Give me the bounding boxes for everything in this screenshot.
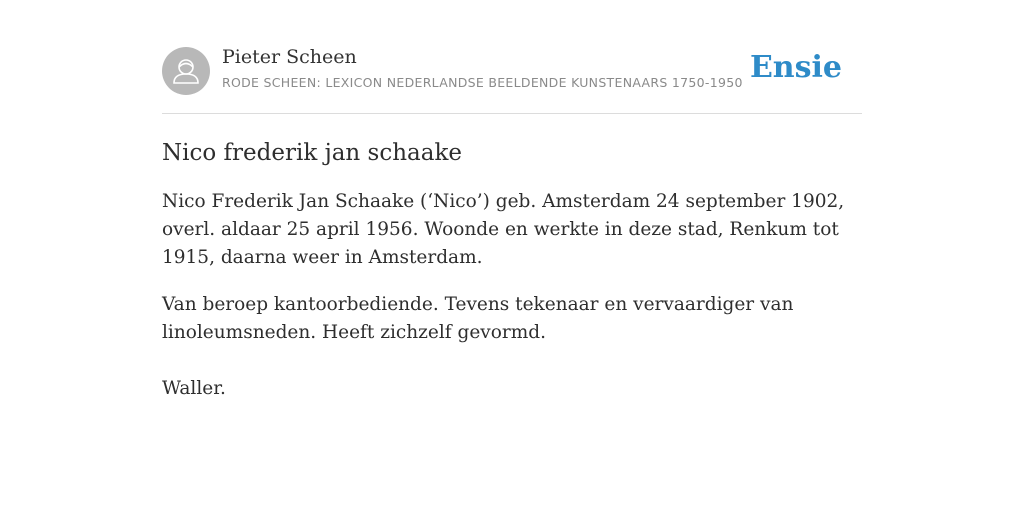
user-avatar-icon[interactable]	[162, 47, 210, 95]
article-title: Nico frederik jan schaake	[162, 140, 463, 166]
source-title[interactable]: RODE SCHEEN: LEXICON NEDERLANDSE BEELDENDE KUNSTENAARS 1750-1950	[222, 75, 743, 90]
article-body	[162, 188, 862, 403]
article-paragraph: Nico Frederik Jan Schaake (‘Nico’) geb. Amsterdam 24 september 1902, overl. aldaar 25 april 1956. Woonde en werkte in deze stad, Renkum tot 1915, daarna weer in Amsterdam.	[162, 191, 845, 268]
author-name[interactable]: Pieter Scheen	[222, 46, 357, 68]
article-header	[162, 44, 862, 114]
ensie-logo[interactable]: Ensie	[749, 50, 842, 85]
article-card	[162, 44, 862, 403]
article-paragraph: Van beroep kantoorbediende. Tevens tekenaar en vervaardiger van linoleumsneden. Heeft zichzelf gevormd.	[162, 294, 794, 343]
article-source-note: Waller.	[162, 378, 226, 399]
